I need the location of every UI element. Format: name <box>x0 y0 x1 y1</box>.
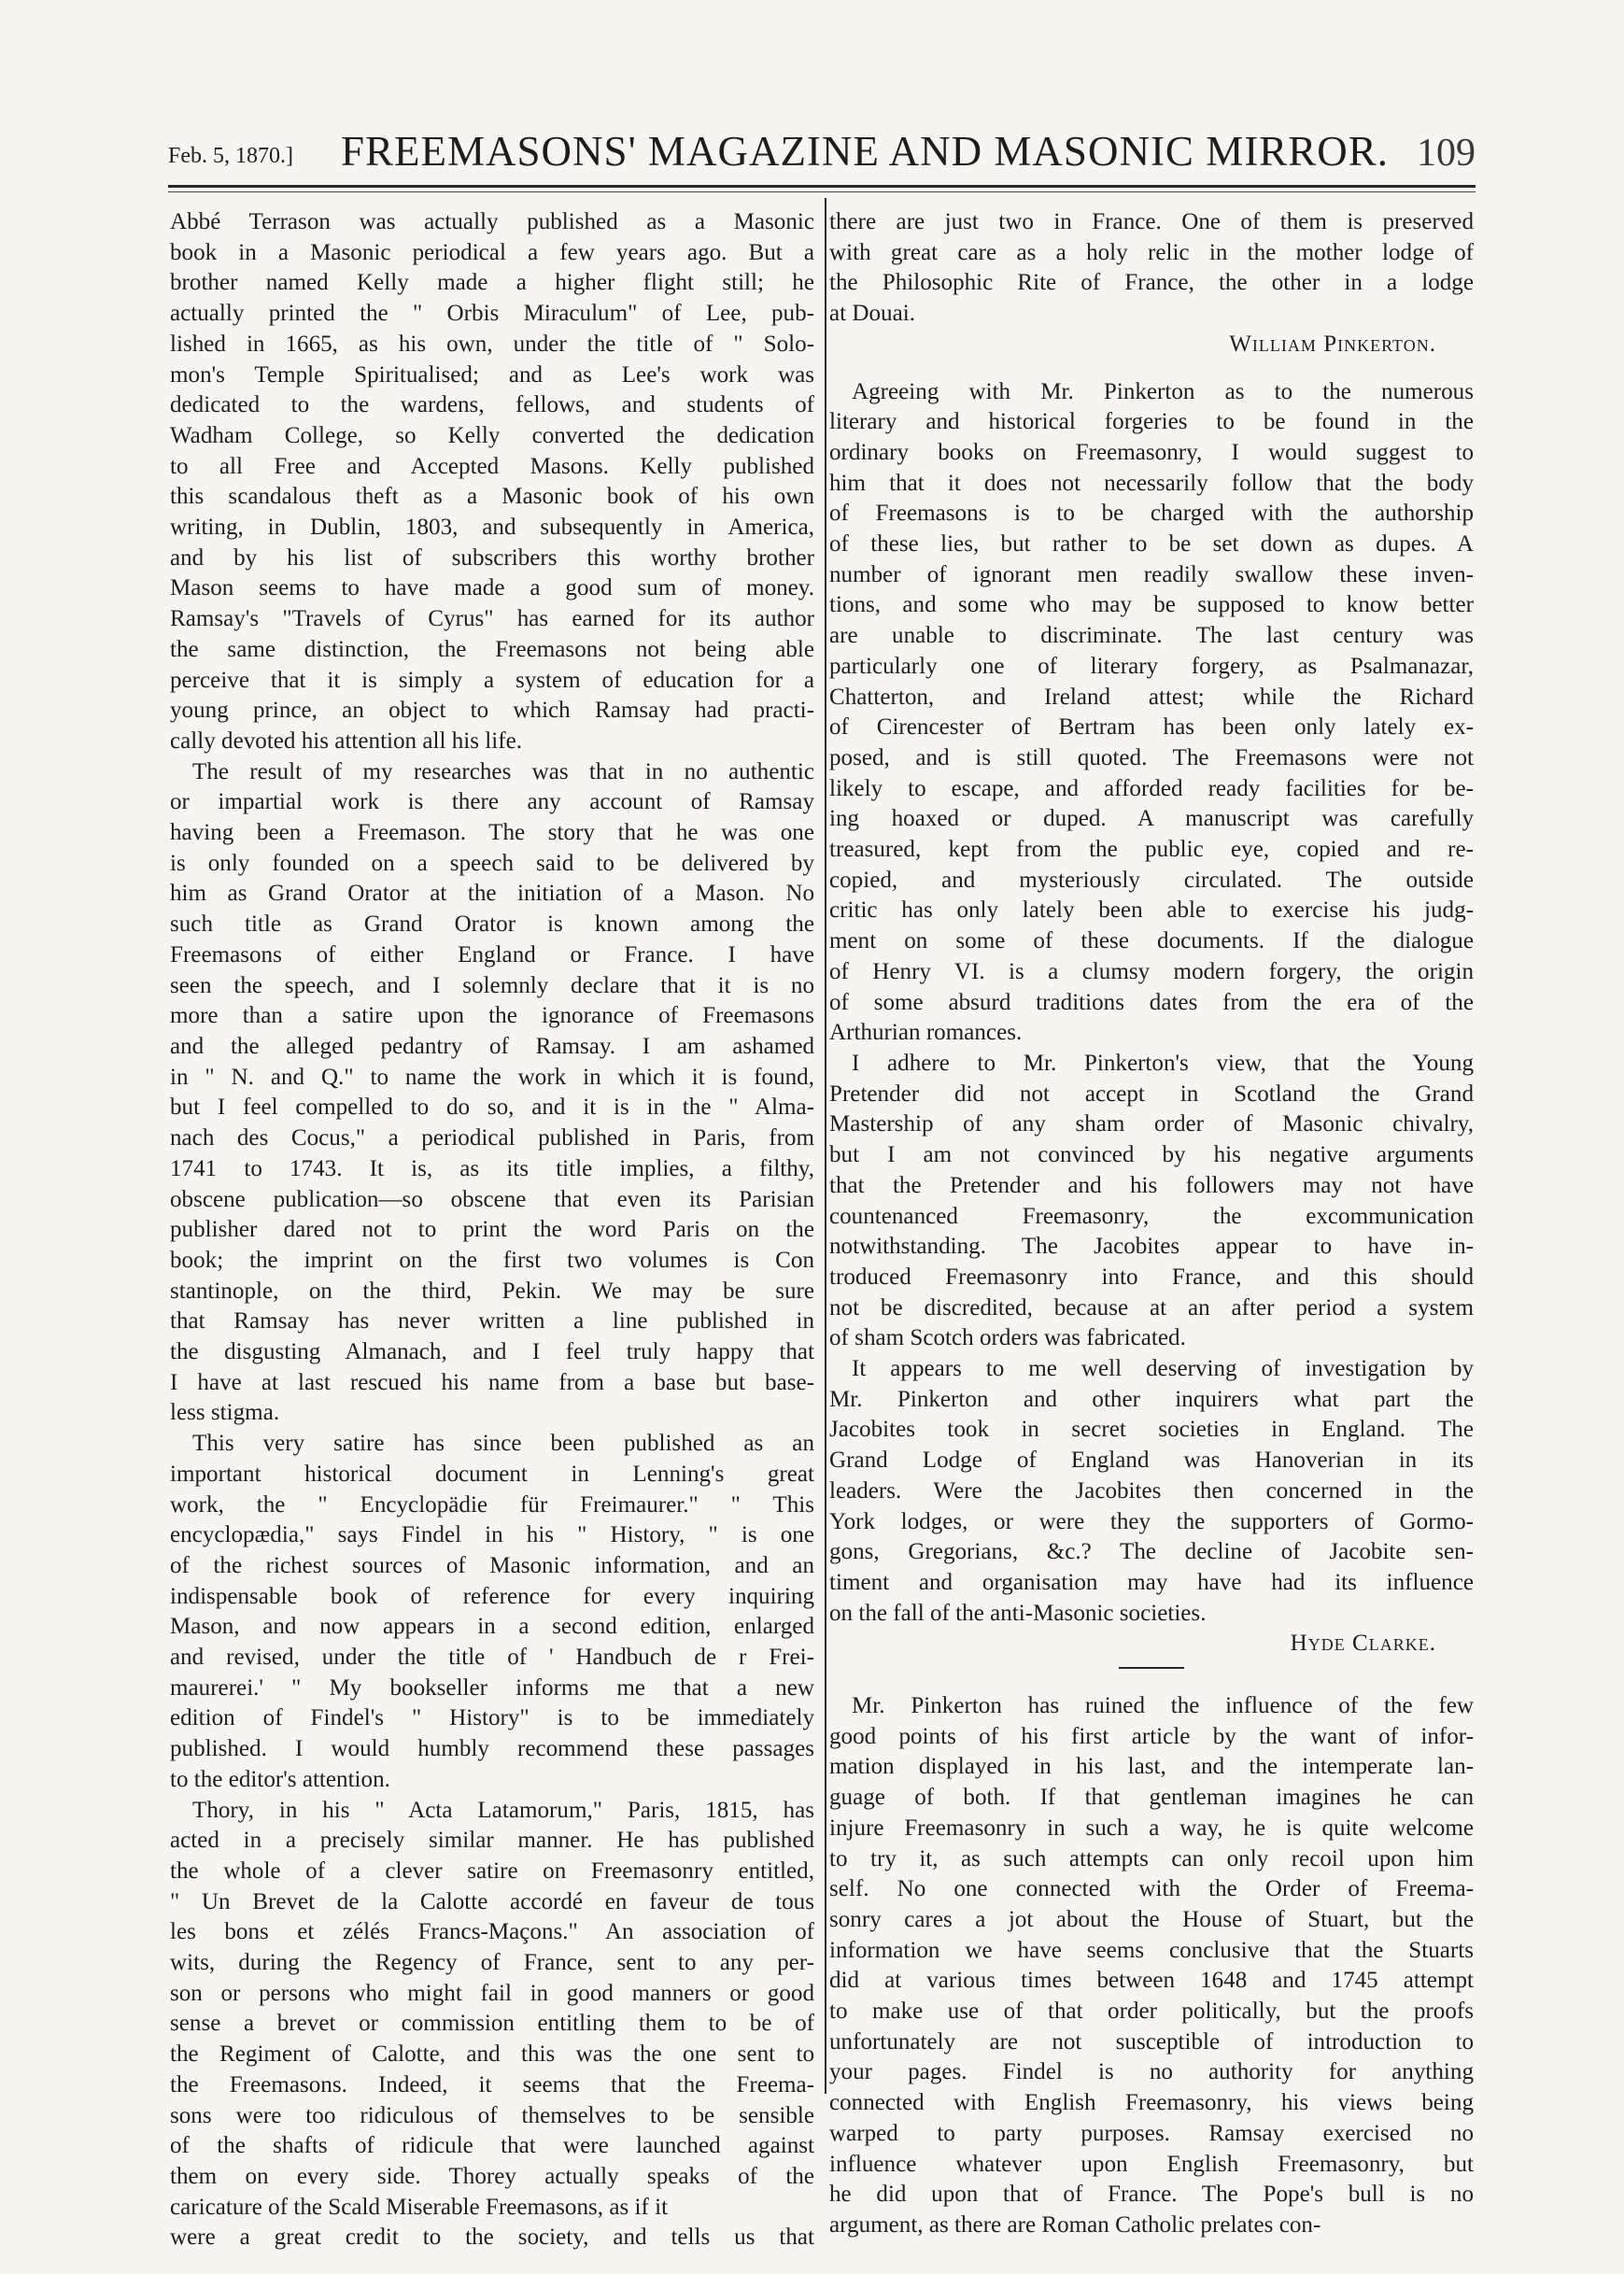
text-line: influence whatever upon English Freemasonry, but <box>829 2151 1474 2177</box>
header-rule <box>168 185 1476 188</box>
text-line: in " N. and Q." to name the work in which it is found, <box>170 1064 814 1090</box>
text-line: the Philosophic Rite of France, the other in a lodge <box>829 270 1474 296</box>
text-line: This very satire has since been published as an <box>192 1431 814 1457</box>
text-line: stantinople, on the third, Pekin. We may be sure <box>170 1278 814 1304</box>
page-header <box>168 121 1476 177</box>
text-line: more than a satire upon the ignorance of Freemasons <box>170 1003 814 1029</box>
text-line: gons, Gregorians, &c.? The decline of Jacobite sen- <box>829 1539 1474 1565</box>
text-line: work, the " Encyclopädie für Freimaurer." " This <box>170 1491 814 1518</box>
text-line: actually printed the " Orbis Miraculum" of Lee, pub- <box>170 301 814 327</box>
page-number: 109 <box>1417 132 1476 175</box>
text-line: lished in 1665, as his own, under the title of " Solo- <box>170 331 814 357</box>
text-line: acted in a precisely similar manner. He has published <box>170 1828 814 1854</box>
text-line: indispensable book of reference for every inquiring <box>170 1583 814 1609</box>
text-line: and by his list of subscribers this worthy brother <box>170 544 814 571</box>
text-line: perceive that it is simply a system of education for a <box>170 667 814 693</box>
text-line: likely to escape, and afforded ready facilities for be- <box>829 775 1474 801</box>
text-line: of Henry VI. is a clumsy modern forgery, the origin <box>829 958 1474 984</box>
signature-pinkerton: William Pinkerton. <box>1229 331 1436 357</box>
masthead-title: FREEMASONS' MAGAZINE AND MASONIC MIRROR. <box>341 128 1389 175</box>
text-line: ordinary books on Freemasonry, I would suggest to <box>829 439 1474 465</box>
text-line: maurerei.' " My bookseller informs me that a new <box>170 1674 814 1701</box>
text-line: brother named Kelly made a higher flight still; he <box>170 270 814 296</box>
text-line: that the Pretender and his followers may not have <box>829 1172 1474 1198</box>
text-line: writing, in Dublin, 1803, and subsequently in America, <box>170 515 814 541</box>
text-line: less stigma. <box>170 1400 280 1426</box>
text-line: Thory, in his " Acta Latamorum," Paris, 1815, has <box>192 1797 814 1823</box>
text-line: I have at last rescued his name from a base but base- <box>170 1369 814 1395</box>
text-line: or impartial work is there any account of Ramsay <box>170 789 814 815</box>
text-line: the same distinction, the Freemasons not being able <box>170 636 814 662</box>
text-line: Jacobites took in secret societies in England. The <box>829 1417 1474 1443</box>
text-line: posed, and is still quoted. The Freemasons were not <box>829 744 1474 770</box>
text-line: The result of my researches was that in no authentic <box>192 758 814 784</box>
text-line: York lodges, or were they the supporters of Gormo- <box>829 1508 1474 1534</box>
text-line: treasured, kept from the public eye, copied and re- <box>829 837 1474 863</box>
text-line: literary and historical forgeries to be found in the <box>829 409 1474 435</box>
text-line: unfortunately are not susceptible of introduction to <box>829 2028 1474 2055</box>
text-line: argument, as there are Roman Catholic prelates con- <box>829 2212 1321 2238</box>
letter-ending <box>829 207 1474 330</box>
text-line: the disgusting Almanach, and I feel truly happy that <box>170 1339 814 1365</box>
text-line: there are just two in France. One of them is preserved <box>829 209 1474 234</box>
text-line: Abbé Terrason was actually published as a Masonic <box>170 209 814 234</box>
text-line: and revised, under the title of ' Handbuch de r Frei- <box>170 1645 814 1671</box>
text-line: book in a Masonic periodical a few years ago. But a <box>170 239 814 265</box>
text-line: nach des Cocus," a periodical published in Paris, from <box>170 1125 814 1151</box>
text-line: having been a Freemason. The story that he was one <box>170 820 814 846</box>
text-line: them on every side. Thorey actually speaks of the <box>170 2164 814 2189</box>
text-line: are unable to discriminate. The last century was <box>829 623 1474 649</box>
text-line: wits, during the Regency of France, sent to any per- <box>170 1950 814 1976</box>
text-line: him that it does not necessarily follow that the body <box>829 470 1474 496</box>
text-line: the Regiment of Calotte, and this was the one sent to <box>170 2041 814 2068</box>
text-line: to the editor's attention. <box>170 1766 390 1792</box>
text-line: did at various times between 1648 and 1745 attempt <box>829 1968 1474 1994</box>
text-line: is only founded on a speech said to be delivered by <box>170 850 814 876</box>
text-line: caricature of the Scald Miserable Freemasons, as if it <box>170 2194 669 2220</box>
text-line: Mastership of any sham order of Masonic chivalry, <box>829 1111 1474 1137</box>
text-line: him as Grand Orator at the initiation of a Mason. No <box>170 881 814 907</box>
text-line: 1741 to 1743. It is, as its title implies, a filthy, <box>170 1155 814 1181</box>
text-line: published. I would humbly recommend these passages <box>170 1736 814 1762</box>
text-line: number of ignorant men readily swallow these inven- <box>829 561 1474 587</box>
text-line: mation displayed in his last, and the intemperate lan- <box>829 1754 1474 1780</box>
text-line: this scandalous theft as a Masonic book of his own <box>170 484 814 510</box>
text-line: to make use of that order politically, but the proofs <box>829 1999 1474 2025</box>
text-line: and the alleged pedantry of Ramsay. I am ashamed <box>170 1033 814 1059</box>
letter-hyde-clarke <box>829 377 1474 1630</box>
text-line: publisher dared not to print the word Paris on the <box>170 1217 814 1243</box>
text-line: your pages. Findel is no authority for anything <box>829 2059 1474 2085</box>
text-line: Mason, and now appears in a second edition, enlarged <box>170 1614 814 1640</box>
text-line: at Douai. <box>829 301 915 327</box>
text-line: not be discredited, because at an after period a system <box>829 1294 1474 1321</box>
signature-clarke: Hyde Clarke. <box>1290 1631 1436 1657</box>
text-line: young prince, an object to which Ramsay had practi- <box>170 698 814 724</box>
text-line: Chatterton, and Ireland attest; while the Richard <box>829 684 1474 710</box>
text-line: particularly one of literary forgery, as Psalmanazar, <box>829 653 1474 679</box>
text-line: of the richest sources of Masonic information, and an <box>170 1552 814 1578</box>
text-line: of sham Scotch orders was fabricated. <box>829 1325 1186 1351</box>
text-line: of Freemasons is to be charged with the authorship <box>829 501 1474 527</box>
text-line: such title as Grand Orator is known among the <box>170 911 814 938</box>
text-line: Grand Lodge of England was Hanoverian in its <box>829 1448 1474 1474</box>
text-line: copied, and mysteriously circulated. The outside <box>829 867 1474 893</box>
text-line: notwithstanding. The Jacobites appear to have in- <box>829 1234 1474 1260</box>
text-line: seen the speech, and I solemnly declare that it is no <box>170 972 814 998</box>
letter-reply <box>829 1691 1474 2241</box>
text-line: he did upon that of France. The Pope's bull is no <box>829 2182 1474 2208</box>
right-column <box>829 207 1474 2241</box>
text-line: timent and organisation may have had its influence <box>829 1569 1474 1595</box>
text-line: of the shafts of ridicule that were launched against <box>170 2133 814 2159</box>
text-line: leaders. Were the Jacobites then concerned in the <box>829 1477 1474 1504</box>
text-line: sons were too ridiculous of themselves to be sensible <box>170 2102 814 2128</box>
text-line: important historical document in Lenning's great <box>170 1461 814 1487</box>
text-line: that Ramsay has never written a line published in <box>170 1308 814 1335</box>
text-line: ment on some of these documents. If the dialogue <box>829 928 1474 954</box>
section-separator <box>1119 1667 1184 1669</box>
text-line: book; the imprint on the first two volumes is Con <box>170 1247 814 1273</box>
text-line: of these lies, but rather to be set down as dupes. A <box>829 531 1474 558</box>
text-line: It appears to me well deserving of investigation by <box>852 1356 1474 1382</box>
text-line: Agreeing with Mr. Pinkerton as to the numerous <box>852 378 1474 404</box>
text-line: guage of both. If that gentleman imagines he can <box>829 1785 1474 1811</box>
text-line: troduced Freemasonry into France, and this should <box>829 1264 1474 1290</box>
text-line: sonry cares a jot about the House of Stuart, but the <box>829 1906 1474 1932</box>
text-line: Mr. Pinkerton and other inquirers what part the <box>829 1386 1474 1412</box>
text-line: on the fall of the anti-Masonic societies. <box>829 1600 1207 1626</box>
text-line: edition of Findel's " History" is to be immediately <box>170 1705 814 1731</box>
text-line: to all Free and Accepted Masons. Kelly published <box>170 453 814 479</box>
text-line: the Freemasons. Indeed, it seems that the Freema- <box>170 2071 814 2097</box>
text-line: warped to party purposes. Ramsay exercised no <box>829 2120 1474 2146</box>
text-line: " Un Brevet de la Calotte accordé en faveur de tous <box>170 1888 814 1914</box>
text-line: Ramsay's "Travels of Cyrus" has earned for its author <box>170 606 814 632</box>
header-rule-thin <box>168 191 1476 192</box>
issue-date: Feb. 5, 1870.] <box>168 144 293 168</box>
text-line: I adhere to Mr. Pinkerton's view, that the Young <box>852 1050 1474 1076</box>
text-line: ing hoaxed or duped. A manuscript was carefully <box>829 806 1474 832</box>
text-line: to try it, as such attempts can only recoil upon him <box>829 1845 1474 1871</box>
text-line: obscene publication—so obscene that even its Parisian <box>170 1186 814 1212</box>
text-line: injure Freemasonry in such a way, he is quite welcome <box>829 1815 1474 1841</box>
text-line: mon's Temple Spiritualised; and as Lee's work was <box>170 361 814 388</box>
text-line: Arthurian romances. <box>829 1020 1023 1046</box>
text-line: Freemasons of either England or France. I have <box>170 941 814 968</box>
text-line: Wadham College, so Kelly converted the dedication <box>170 422 814 448</box>
text-line: les bons et zélés Francs-Maçons." An association of <box>170 1919 814 1945</box>
text-line: Pretender did not accept in Scotland the Grand <box>829 1081 1474 1107</box>
text-line: of Cirencester of Bertram has been only lately ex- <box>829 714 1474 741</box>
text-line: good points of his first article by the want of infor- <box>829 1723 1474 1749</box>
left-column <box>170 207 814 2253</box>
column-divider <box>825 198 826 2094</box>
text-line: self. No one connected with the Order of Freema- <box>829 1876 1474 1902</box>
text-line: information we have seems conclusive that the Stuarts <box>829 1937 1474 1963</box>
text-line: of some absurd traditions dates from the era of the <box>829 989 1474 1015</box>
text-line: but I feel compelled to do so, and it is in the " Alma- <box>170 1095 814 1121</box>
text-line: dedicated to the wardens, fellows, and students of <box>170 392 814 418</box>
text-line: connected with English Freemasonry, his views being <box>829 2090 1474 2116</box>
text-line: tions, and some who may be supposed to know better <box>829 592 1474 618</box>
text-line: Mr. Pinkerton has ruined the influence of the few <box>852 1693 1474 1719</box>
text-line: the whole of a clever satire on Freemasonry entitled, <box>170 1857 814 1884</box>
text-line: countenanced Freemasonry, the excommunication <box>829 1203 1474 1229</box>
text-line: but I am not convinced by his negative arguments <box>829 1142 1474 1168</box>
text-line: encyclopædia," says Findel in his " History, " is one <box>170 1522 814 1548</box>
text-line: Mason seems to have made a good sum of money. <box>170 575 814 601</box>
text-line: critic has only lately been able to exercise his judg- <box>829 897 1474 924</box>
text-line: son or persons who might fail in good manners or good <box>170 1980 814 2006</box>
text-line: with great care as a holy relic in the mother lodge of <box>829 239 1474 265</box>
text-line: sense a brevet or commission entitling them to be of <box>170 2011 814 2037</box>
text-line: were a great credit to the society, and tells us that <box>170 2225 814 2251</box>
text-line: cally devoted his attention all his life. <box>170 727 523 754</box>
